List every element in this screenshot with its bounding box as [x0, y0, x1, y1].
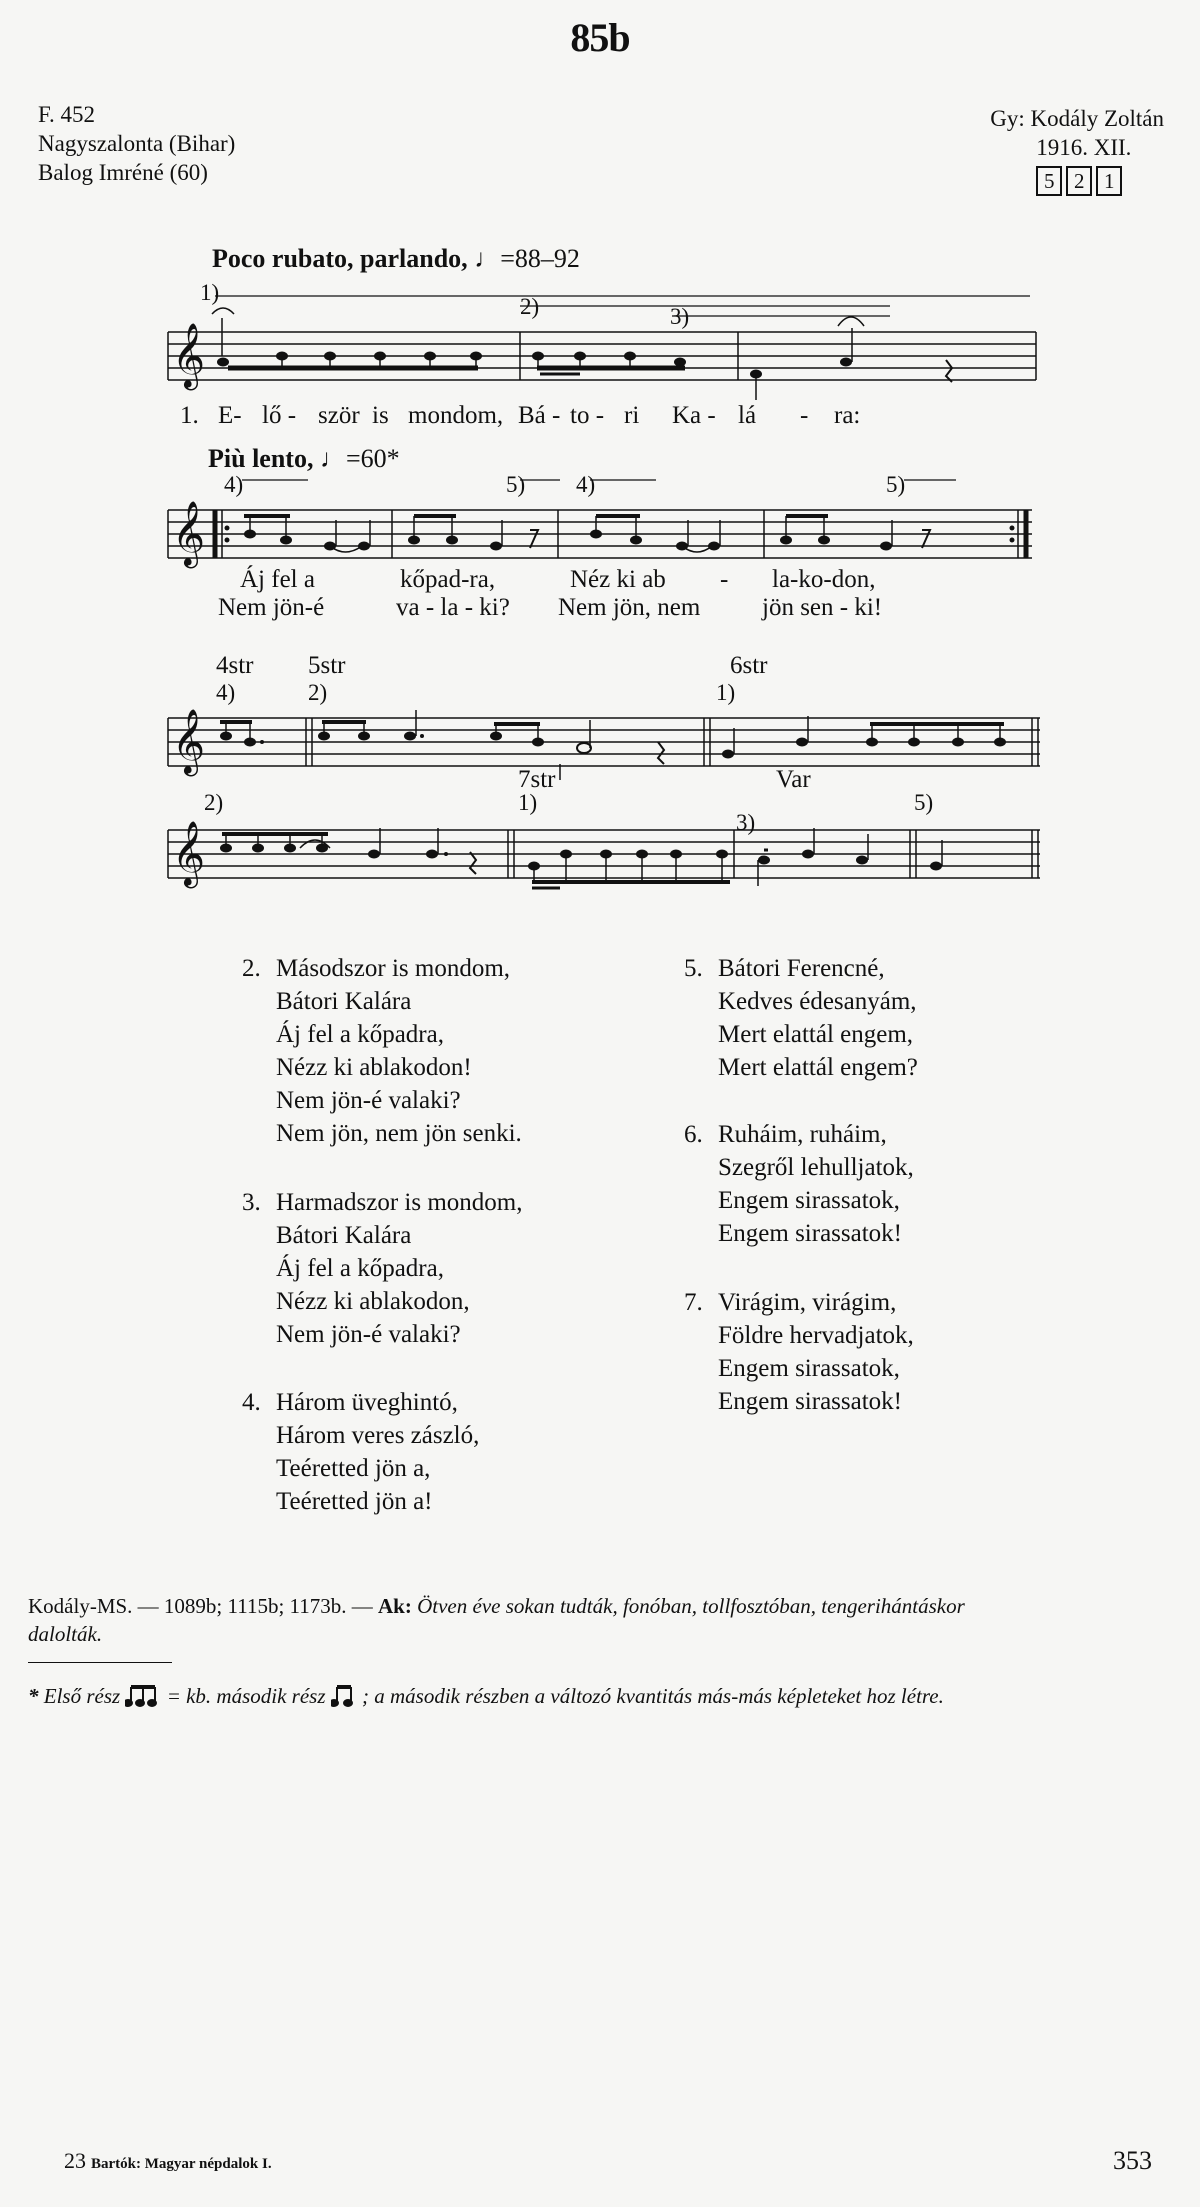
stanza-line: Másodszor is mondom,: [276, 955, 511, 982]
stanza-line: Három üveghintó,: [276, 1389, 458, 1416]
stanza-line: Földre hervadjatok,: [718, 1322, 914, 1349]
triplet-eighths-icon: [125, 1683, 161, 1707]
collection-date: 1916. XII.: [1036, 135, 1132, 160]
source-refs: — 1089b; 1115b; 1173b. —: [137, 1594, 373, 1618]
lyric-line-2a: kőpad-ra,: [400, 566, 496, 593]
section-mark: 2): [520, 294, 540, 319]
staff-system-1: [0, 270, 1200, 400]
svg-text:𝄞: 𝄞: [172, 323, 206, 388]
section-mark: 2): [308, 680, 328, 705]
lyric-line-2b: Nem jön-é: [218, 594, 325, 621]
catalog-number: F. 452: [38, 102, 95, 127]
stanza-line: Kedves édesanyám,: [718, 988, 917, 1015]
variant-label: 7str: [518, 766, 556, 793]
variant-label: Var: [776, 766, 811, 793]
stanza-line: Áj fel a kőpadra,: [276, 1255, 444, 1282]
collector-info: [990, 104, 1164, 196]
class-box: 2: [1066, 166, 1092, 196]
lyric-syllable: is: [372, 402, 389, 429]
ak-text: Ötven éve sokan tudták, fonóban, tollfosztóban, tengerihántáskor: [417, 1594, 965, 1618]
lyric-syllable: E-: [218, 402, 242, 429]
staff-system-4: [0, 788, 1200, 898]
svg-text:𝄞: 𝄞: [172, 501, 206, 566]
stanza-line: Engem sirassatok,: [718, 1355, 900, 1382]
lyric-syllable: lő -: [262, 402, 297, 429]
svg-text:𝄞: 𝄞: [172, 709, 206, 774]
lyric-syllable: ri: [624, 402, 640, 429]
duplet-eighths-icon: [331, 1683, 357, 1707]
stanza-line: Teéretted jön a,: [276, 1455, 431, 1482]
stanza-number: 1.: [180, 402, 199, 429]
svg-text:𝄞: 𝄞: [172, 821, 206, 886]
footnote-text-b: = kb. második rész: [166, 1684, 326, 1708]
stanza-6: [684, 1118, 914, 1250]
lyric-syllable: -: [800, 402, 809, 429]
page-number: 353: [1113, 2146, 1152, 2175]
stanza-number: 3.: [242, 1189, 261, 1216]
lyric-syllable: Bá -: [518, 402, 561, 429]
section-mark: 2): [204, 790, 224, 815]
stanza-number: 4.: [242, 1389, 261, 1416]
stanza-line: Nem jön-é valaki?: [276, 1321, 461, 1348]
section-mark: 4): [576, 472, 596, 497]
stanza-line: Engem sirassatok!: [718, 1220, 902, 1247]
classification-boxes: [1036, 166, 1164, 196]
section-mark: 3): [670, 304, 690, 329]
section-mark: 3): [736, 810, 756, 835]
stanza-number: 6.: [684, 1121, 703, 1148]
stanza-line: Nem jön, nem jön senki.: [276, 1120, 522, 1147]
stanza-number: 2.: [242, 955, 261, 982]
lyric-syllable: to -: [570, 402, 605, 429]
lyrics-line-1: [180, 402, 199, 430]
metronome-mark: ♩=60*: [319, 444, 400, 473]
stanza-line: Virágim, virágim,: [718, 1289, 897, 1316]
stanza-number: 7.: [684, 1289, 703, 1316]
lyric-line-2a: la-ko-don,: [772, 566, 876, 593]
stanza-line: Nem jön-é valaki?: [276, 1087, 461, 1114]
tempo-text: Più lento,: [208, 444, 314, 473]
lyric-syllable: mondom,: [408, 402, 504, 429]
section-mark: 1): [200, 280, 220, 305]
stanza-line: Teéretted jön a!: [276, 1488, 433, 1515]
lyric-syllable: ször: [318, 402, 360, 429]
source-label: Kodály-MS.: [28, 1594, 133, 1618]
stanza-4: [242, 1386, 480, 1518]
signature-mark: [64, 2148, 272, 2174]
lyric-line-2b: jön sen - ki!: [762, 594, 883, 621]
variant-label: 6str: [730, 652, 768, 679]
class-box: 1: [1096, 166, 1122, 196]
location: Nagyszalonta (Bihar): [38, 131, 236, 156]
section-mark: 1): [716, 680, 736, 705]
stanza-line: Ruháim, ruháim,: [718, 1121, 887, 1148]
staff-system-2: [0, 470, 1200, 570]
lyric-line-2a: Áj fel a: [240, 566, 315, 593]
lyric-line-2b: va - la - ki?: [396, 594, 510, 621]
lyric-syllable: ra:: [834, 402, 861, 429]
stanza-7: [684, 1286, 914, 1418]
signature-number: 23: [64, 2148, 86, 2173]
stanza-3: [242, 1186, 523, 1351]
stanza-line: Áj fel a kőpadra,: [276, 1021, 444, 1048]
footnote-star: *: [28, 1684, 39, 1708]
section-mark: 4): [216, 680, 236, 705]
stanza-line: Mert elattál engem?: [718, 1054, 918, 1081]
footnote-text-c: ; a második részben a változó kvantitás más-más képleteket hoz létre.: [362, 1684, 944, 1708]
section-mark: 5): [886, 472, 906, 497]
stanza-line: Nézz ki ablakodon,: [276, 1288, 470, 1315]
signature-text: Bartók: Magyar népdalok I.: [91, 2156, 272, 2172]
stanza-number: 5.: [684, 955, 703, 982]
stanza-line: Szegről lehulljatok,: [718, 1154, 914, 1181]
lyric-line-2a: -: [720, 566, 729, 593]
stanza-line: Bátori Kalára: [276, 988, 412, 1015]
section-mark: 5): [914, 790, 934, 815]
ak-label: Ak:: [378, 1594, 412, 1618]
stanza-line: Bátori Ferencné,: [718, 955, 885, 982]
lyric-line-2a: Néz ki ab: [570, 566, 666, 593]
variant-label: 4str: [216, 652, 254, 679]
section-mark: 5): [506, 472, 526, 497]
stanza-line: Harmadszor is mondom,: [276, 1189, 523, 1216]
lyric-line-2b: Nem jön, nem: [558, 594, 701, 621]
stanza-line: Engem sirassatok,: [718, 1187, 900, 1214]
page-title: 85b: [570, 15, 630, 60]
source-note: [28, 1592, 1178, 1648]
stanza-line: Mert elattál engem,: [718, 1021, 914, 1048]
stanza-line: Három veres zászló,: [276, 1422, 480, 1449]
lyric-syllable: Ka -: [672, 402, 716, 429]
footnote-text-a: Első rész: [43, 1684, 121, 1708]
ak-text-continued: dalolták.: [28, 1622, 103, 1646]
footnote: [28, 1682, 1188, 1710]
source-info: [38, 100, 235, 187]
stanza-line: Bátori Kalára: [276, 1222, 412, 1249]
tempo-text: Poco rubato, parlando,: [212, 244, 468, 273]
stanza-5: [684, 952, 918, 1084]
metronome-mark: ♩=88–92: [474, 244, 580, 273]
section-mark: 4): [224, 472, 244, 497]
lyric-syllable: lá: [738, 402, 757, 429]
stanza-line: Nézz ki ablakodon!: [276, 1054, 472, 1081]
staff-system-3: [0, 680, 1200, 790]
stanza-2: [242, 952, 522, 1150]
section-mark: 1): [518, 790, 538, 815]
footnote-divider: [28, 1662, 172, 1663]
stanza-line: Engem sirassatok!: [718, 1388, 902, 1415]
collector: Gy: Kodály Zoltán: [990, 106, 1164, 131]
variant-label: 5str: [308, 652, 346, 679]
singer: Balog Imréné (60): [38, 160, 208, 185]
class-box: 5: [1036, 166, 1062, 196]
